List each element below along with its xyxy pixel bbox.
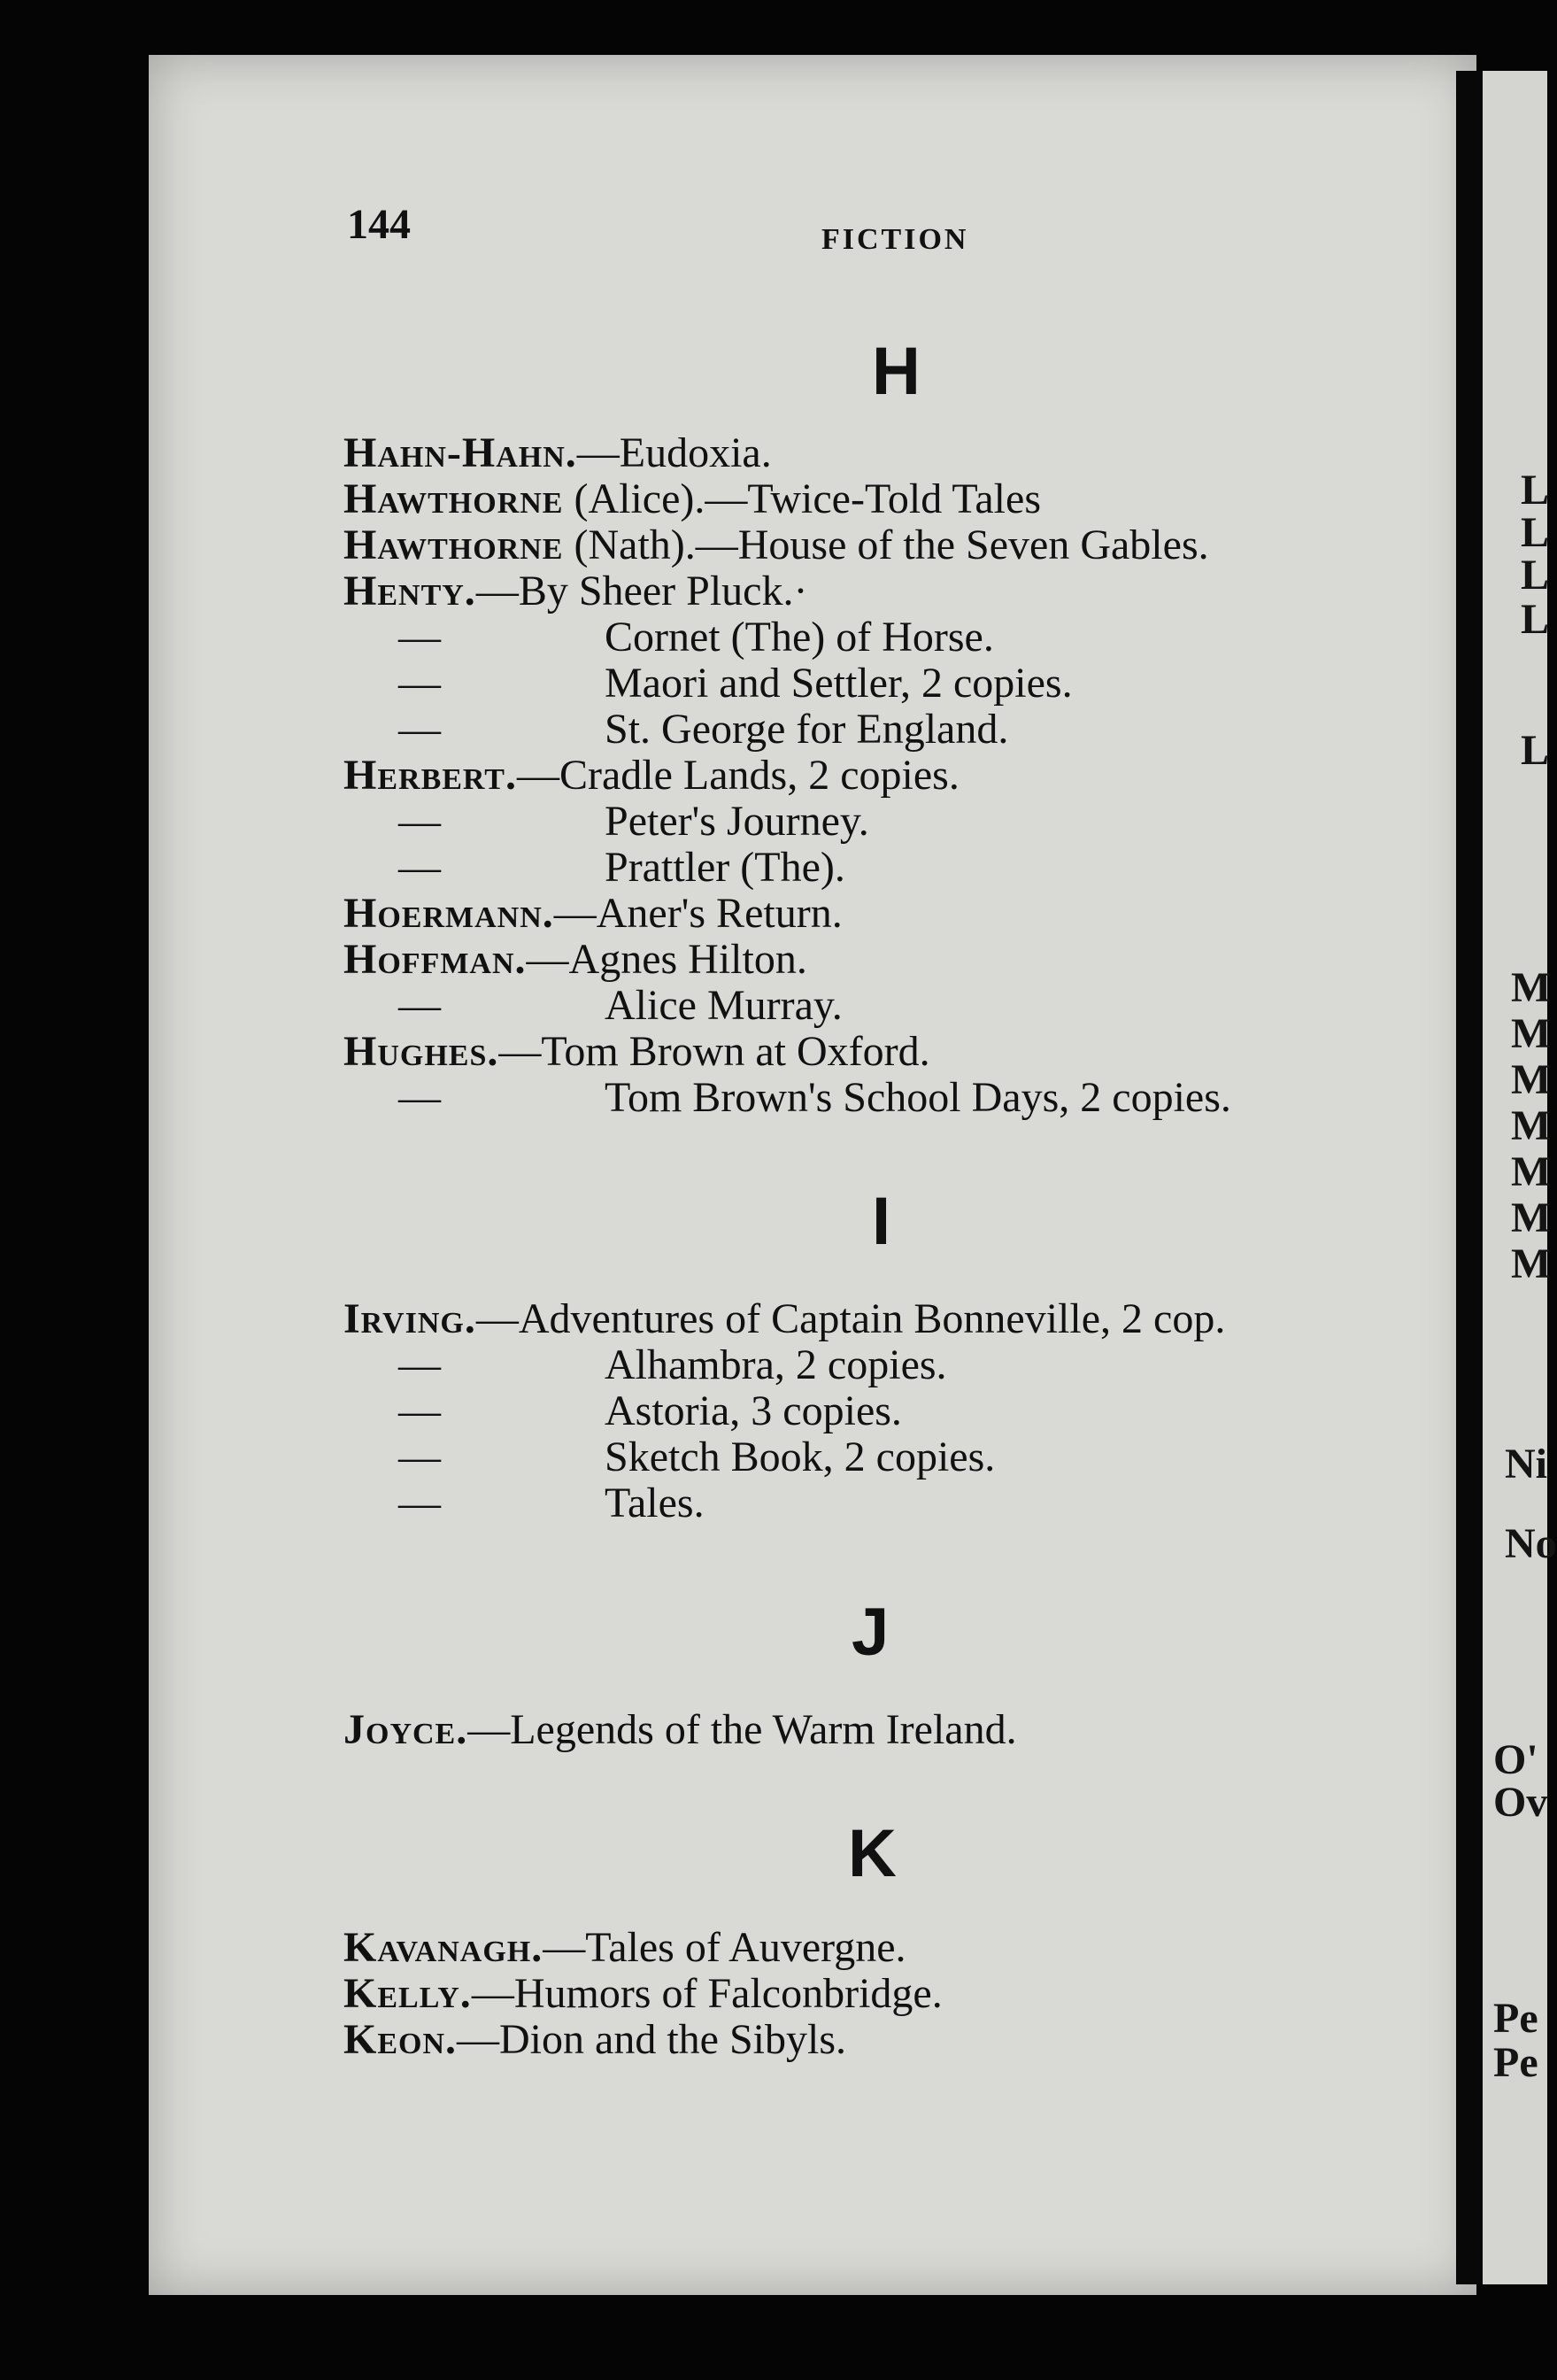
entry-title: Tom Brown's School Days, 2 copies. [605, 1074, 1231, 1121]
ditto-dash: — [398, 706, 441, 753]
entry-author: Hoermann. [343, 890, 554, 937]
ditto-dash: — [398, 798, 441, 845]
catalog-entry [343, 982, 1459, 1029]
entry-author: Henty. [343, 568, 476, 614]
entry-author: Hawthorne [343, 522, 564, 568]
catalog-entry [343, 846, 1459, 889]
entry-author: Keon. [343, 2016, 458, 2063]
adjacent-fragment: No [1505, 1520, 1557, 1567]
catalog-entry [343, 936, 1459, 983]
catalog-entry [343, 1387, 1459, 1434]
entry-title: —By Sheer Pluck.· [475, 568, 808, 614]
adjacent-fragment: L [1521, 509, 1550, 556]
adjacent-fragment: M [1511, 1148, 1552, 1195]
entry-title: Tales. [605, 1480, 705, 1526]
ditto-dash: — [398, 1433, 441, 1480]
entry-title: St. George for England. [605, 706, 1009, 753]
ditto-dash: — [398, 1387, 441, 1434]
entry-title: —Eudoxia. [576, 429, 772, 476]
entry-title: (Nath).—House of the Seven Gables. [563, 522, 1209, 568]
adjacent-fragment: L [1521, 727, 1550, 774]
catalog-entry [343, 708, 1459, 751]
ditto-dash: — [398, 660, 441, 707]
adjacent-fragment: Pe [1493, 2039, 1538, 2086]
catalog-entry [343, 475, 1459, 522]
catalog-entry [343, 1482, 1459, 1525]
catalog-entry [343, 1295, 1459, 1342]
catalog-entry [343, 754, 1459, 797]
entry-title: (Alice).—Twice-Told Tales [563, 475, 1041, 522]
entry-author: Herbert. [343, 752, 517, 799]
ditto-dash: — [398, 614, 441, 661]
entry-title: Alhambra, 2 copies. [605, 1341, 947, 1388]
entry-author: Irving. [343, 1295, 476, 1342]
entry-author: Kelly. [343, 1970, 472, 2017]
ditto-dash: — [398, 844, 441, 891]
ditto-dash: — [398, 1074, 441, 1121]
adjacent-page [1483, 71, 1557, 2284]
entry-title: —Adventures of Captain Bonneville, 2 cop. [475, 1295, 1226, 1342]
entry-title: —Legends of the Warm Ireland. [467, 1706, 1017, 1753]
adjacent-fragment: L [1521, 552, 1550, 599]
adjacent-fragment: M [1511, 1056, 1552, 1103]
section-letter: I [872, 1184, 891, 1259]
catalog-entry [343, 2016, 1459, 2063]
ditto-dash: — [398, 1480, 441, 1526]
adjacent-fragment: Ov [1493, 1779, 1548, 1826]
entry-author: Hahn-Hahn. [343, 429, 577, 476]
adjacent-fragment: Ni [1505, 1441, 1547, 1488]
entry-title: —Cradle Lands, 2 copies. [516, 752, 960, 799]
section-letter: H [872, 334, 921, 409]
entry-title: Alice Murray. [605, 982, 843, 1029]
ditto-dash: — [398, 1341, 441, 1388]
entry-title: —Tom Brown at Oxford. [498, 1028, 930, 1075]
entry-author: Joyce. [343, 1706, 468, 1753]
catalog-entry [343, 800, 1459, 843]
entry-title: Peter's Journey. [605, 798, 869, 845]
catalog-entry [343, 1074, 1459, 1121]
catalog-entry [343, 1706, 1459, 1753]
catalog-entry [343, 662, 1459, 705]
catalog-entry [343, 1970, 1459, 2017]
entry-title: —Tales of Auvergne. [543, 1924, 906, 1971]
adjacent-fragment: M [1511, 1102, 1552, 1149]
entry-author: Kavanagh. [343, 1924, 543, 1971]
adjacent-fragment: M [1511, 964, 1552, 1011]
catalog-entry [343, 429, 1459, 476]
adjacent-fragment: M [1511, 1240, 1552, 1287]
adjacent-fragment: O' [1493, 1736, 1538, 1783]
catalog-entry [343, 1341, 1459, 1388]
adjacent-fragment: Pe [1493, 1995, 1538, 2042]
catalog-entry [343, 1924, 1459, 1971]
entry-title: Prattler (The). [605, 844, 845, 891]
catalog-entry [343, 1433, 1459, 1480]
entry-author: Hoffman. [343, 936, 527, 983]
ditto-dash: — [398, 982, 441, 1029]
catalog-entry [343, 524, 1459, 567]
entry-title: —Humors of Falconbridge. [471, 1970, 943, 2017]
entry-title: Cornet (The) of Horse. [605, 614, 994, 661]
section-letter: K [848, 1816, 897, 1891]
adjacent-fragment: L [1521, 467, 1550, 514]
entry-author: Hughes. [343, 1028, 499, 1075]
page-gutter [1456, 71, 1483, 2284]
entry-title: Sketch Book, 2 copies. [605, 1433, 996, 1480]
section-letter: J [852, 1595, 890, 1670]
adjacent-fragment: M [1511, 1010, 1552, 1057]
catalog-entry [343, 570, 1459, 613]
entry-title: —Dion and the Sibyls. [457, 2016, 847, 2063]
entry-title: Astoria, 3 copies. [605, 1387, 902, 1434]
entry-title: —Aner's Return. [553, 890, 843, 937]
adjacent-fragment: M [1511, 1194, 1552, 1241]
running-title: FICTION [821, 223, 969, 256]
adjacent-fragment: L [1521, 596, 1550, 643]
entry-author: Hawthorne [343, 475, 564, 522]
catalog-entry [343, 616, 1459, 659]
entry-title: —Agnes Hilton. [526, 936, 807, 983]
entry-title: Maori and Settler, 2 copies. [605, 660, 1073, 707]
page-number: 144 [347, 201, 411, 248]
catalog-entry [343, 892, 1459, 935]
catalog-entry [343, 1028, 1459, 1075]
